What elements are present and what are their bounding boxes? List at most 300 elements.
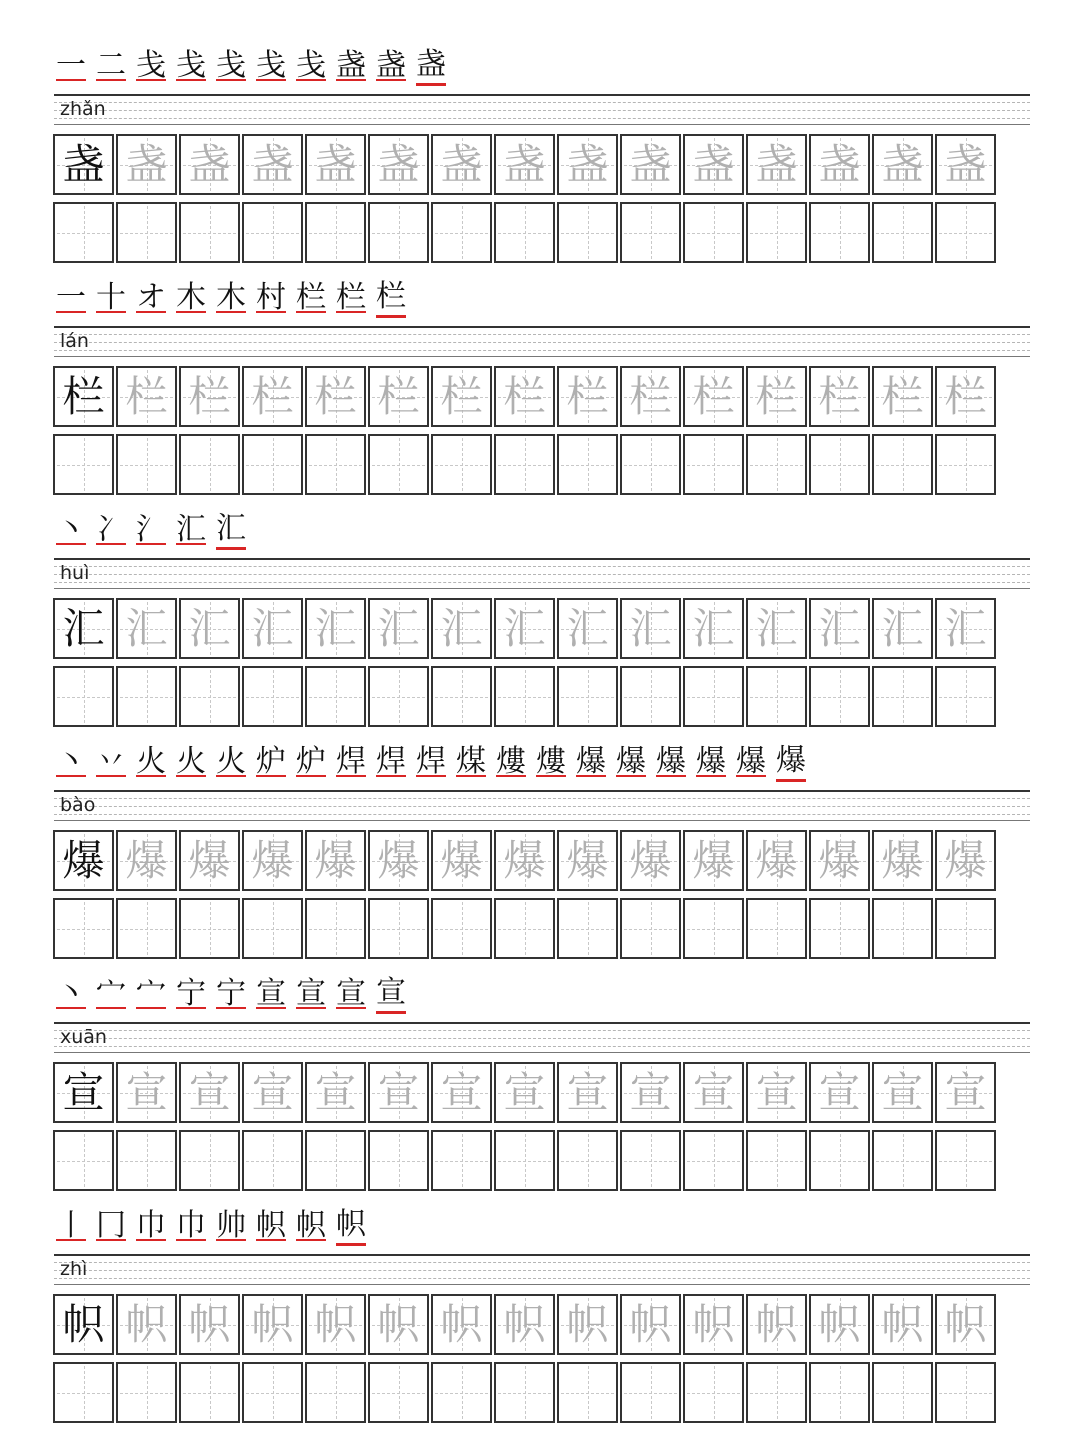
model-cell[interactable] bbox=[53, 1062, 114, 1123]
stroke-order bbox=[56, 276, 416, 320]
trace-cell[interactable] bbox=[116, 134, 177, 195]
practice-cell[interactable] bbox=[179, 666, 240, 727]
stroke-step: 炉 bbox=[296, 744, 326, 779]
trace-cell[interactable] bbox=[557, 1062, 618, 1123]
trace-cell[interactable] bbox=[305, 830, 366, 891]
trace-cell[interactable] bbox=[494, 134, 555, 195]
trace-cell[interactable] bbox=[116, 1294, 177, 1355]
model-cell[interactable] bbox=[53, 598, 114, 659]
practice-cell[interactable] bbox=[557, 1130, 618, 1191]
trace-cell[interactable] bbox=[809, 1294, 870, 1355]
trace-character: 汇 bbox=[125, 603, 168, 653]
trace-cell[interactable] bbox=[179, 598, 240, 659]
practice-cell[interactable] bbox=[620, 1362, 681, 1423]
model-cell[interactable] bbox=[53, 1294, 114, 1355]
practice-cell[interactable] bbox=[494, 202, 555, 263]
trace-cell[interactable] bbox=[368, 134, 429, 195]
practice-cell[interactable] bbox=[305, 898, 366, 959]
trace-cell[interactable] bbox=[305, 1062, 366, 1123]
practice-cell[interactable] bbox=[242, 1362, 303, 1423]
trace-row bbox=[53, 598, 998, 659]
character-section bbox=[0, 972, 1080, 1204]
practice-cell[interactable] bbox=[935, 666, 996, 727]
trace-cell[interactable] bbox=[368, 830, 429, 891]
practice-cell[interactable] bbox=[179, 434, 240, 495]
trace-character: 帜 bbox=[944, 1299, 987, 1349]
practice-cell[interactable] bbox=[809, 1130, 870, 1191]
trace-cell[interactable] bbox=[620, 1062, 681, 1123]
trace-cell[interactable] bbox=[746, 1062, 807, 1123]
trace-cell[interactable] bbox=[557, 134, 618, 195]
practice-cell[interactable] bbox=[746, 898, 807, 959]
practice-cell[interactable] bbox=[872, 202, 933, 263]
practice-cell[interactable] bbox=[431, 898, 492, 959]
stroke-step: 炉 bbox=[256, 744, 286, 779]
practice-row bbox=[53, 1130, 998, 1191]
trace-character: 栏 bbox=[503, 371, 546, 421]
trace-cell[interactable] bbox=[242, 134, 303, 195]
trace-character: 宣 bbox=[503, 1067, 546, 1117]
practice-cell[interactable] bbox=[368, 1362, 429, 1423]
trace-character: 栏 bbox=[944, 371, 987, 421]
trace-cell[interactable] bbox=[116, 830, 177, 891]
trace-cell[interactable] bbox=[179, 1294, 240, 1355]
trace-cell[interactable] bbox=[242, 366, 303, 427]
pinyin-guide-line bbox=[54, 566, 1030, 567]
trace-character: 宣 bbox=[125, 1067, 168, 1117]
practice-cell[interactable] bbox=[557, 434, 618, 495]
practice-cell[interactable] bbox=[431, 202, 492, 263]
pinyin-top-rule bbox=[54, 558, 1030, 560]
trace-character: 汇 bbox=[944, 603, 987, 653]
trace-character: 栏 bbox=[692, 371, 735, 421]
pinyin-guide-line bbox=[54, 350, 1030, 351]
practice-cell[interactable] bbox=[179, 1362, 240, 1423]
trace-cell[interactable] bbox=[557, 1294, 618, 1355]
trace-cell[interactable] bbox=[746, 598, 807, 659]
practice-cell[interactable] bbox=[242, 1130, 303, 1191]
trace-character: 盏 bbox=[566, 139, 609, 189]
trace-character: 帜 bbox=[377, 1299, 420, 1349]
practice-cell[interactable] bbox=[53, 1362, 114, 1423]
practice-cell[interactable] bbox=[872, 898, 933, 959]
trace-cell[interactable] bbox=[683, 134, 744, 195]
practice-cell[interactable] bbox=[368, 1130, 429, 1191]
practice-cell[interactable] bbox=[242, 434, 303, 495]
trace-cell[interactable] bbox=[809, 134, 870, 195]
practice-cell[interactable] bbox=[620, 434, 681, 495]
trace-cell[interactable] bbox=[494, 366, 555, 427]
practice-cell[interactable] bbox=[431, 434, 492, 495]
trace-character: 栏 bbox=[881, 371, 924, 421]
stroke-step: 汇 bbox=[216, 511, 246, 550]
pinyin-guide-line bbox=[54, 334, 1030, 335]
trace-cell[interactable] bbox=[305, 598, 366, 659]
stroke-step: 爆 bbox=[776, 743, 806, 782]
practice-cell[interactable] bbox=[53, 666, 114, 727]
trace-character: 帜 bbox=[755, 1299, 798, 1349]
stroke-step: 帜 bbox=[336, 1207, 366, 1246]
trace-cell[interactable] bbox=[935, 830, 996, 891]
stroke-order bbox=[56, 508, 256, 552]
practice-cell[interactable] bbox=[683, 898, 744, 959]
trace-cell[interactable] bbox=[305, 366, 366, 427]
practice-cell[interactable] bbox=[935, 202, 996, 263]
trace-cell[interactable] bbox=[368, 1062, 429, 1123]
stroke-step: 盏 bbox=[336, 48, 366, 83]
practice-cell[interactable] bbox=[494, 1362, 555, 1423]
pinyin-top-rule bbox=[54, 1254, 1030, 1256]
trace-character: 爆 bbox=[629, 835, 672, 885]
pinyin-top-rule bbox=[54, 326, 1030, 328]
trace-cell[interactable] bbox=[557, 366, 618, 427]
practice-cell[interactable] bbox=[935, 1362, 996, 1423]
trace-character: 爆 bbox=[566, 835, 609, 885]
trace-character: 宣 bbox=[314, 1067, 357, 1117]
trace-character: 盏 bbox=[314, 139, 357, 189]
practice-cell[interactable] bbox=[683, 1362, 744, 1423]
pinyin-guide-line bbox=[54, 1278, 1030, 1279]
pinyin-guide-line bbox=[54, 806, 1030, 807]
character-section bbox=[0, 508, 1080, 740]
practice-cell[interactable] bbox=[53, 1130, 114, 1191]
trace-cell[interactable] bbox=[179, 830, 240, 891]
practice-cell[interactable] bbox=[872, 666, 933, 727]
practice-cell[interactable] bbox=[809, 202, 870, 263]
stroke-step: 丨 bbox=[56, 1208, 86, 1243]
trace-character: 汇 bbox=[755, 603, 798, 653]
trace-cell[interactable] bbox=[620, 830, 681, 891]
stroke-step: 焊 bbox=[416, 744, 446, 779]
practice-cell[interactable] bbox=[683, 202, 744, 263]
trace-cell[interactable] bbox=[116, 598, 177, 659]
stroke-order bbox=[56, 1204, 376, 1248]
model-cell[interactable] bbox=[53, 134, 114, 195]
pinyin-guide-line bbox=[54, 1038, 1030, 1039]
practice-cell[interactable] bbox=[557, 1362, 618, 1423]
trace-character: 爆 bbox=[440, 835, 483, 885]
trace-character: 栏 bbox=[314, 371, 357, 421]
trace-cell[interactable] bbox=[935, 1294, 996, 1355]
practice-cell[interactable] bbox=[53, 202, 114, 263]
trace-cell[interactable] bbox=[746, 1294, 807, 1355]
trace-character: 盏 bbox=[440, 139, 483, 189]
stroke-step: 煤 bbox=[456, 744, 486, 779]
stroke-step: 帜 bbox=[296, 1208, 326, 1243]
model-character: 帜 bbox=[62, 1299, 105, 1349]
trace-cell[interactable] bbox=[746, 830, 807, 891]
pinyin-top-rule bbox=[54, 94, 1030, 96]
trace-character: 盏 bbox=[629, 139, 672, 189]
trace-character: 盏 bbox=[377, 139, 420, 189]
trace-cell[interactable] bbox=[872, 1294, 933, 1355]
practice-cell[interactable] bbox=[242, 898, 303, 959]
practice-cell[interactable] bbox=[116, 434, 177, 495]
pinyin-guide-line bbox=[54, 574, 1030, 575]
practice-cell[interactable] bbox=[116, 1130, 177, 1191]
trace-cell[interactable] bbox=[242, 1294, 303, 1355]
practice-cell[interactable] bbox=[116, 202, 177, 263]
trace-cell[interactable] bbox=[242, 1062, 303, 1123]
trace-cell[interactable] bbox=[683, 366, 744, 427]
trace-character: 盏 bbox=[755, 139, 798, 189]
practice-row bbox=[53, 1362, 998, 1423]
practice-cell[interactable] bbox=[116, 1362, 177, 1423]
practice-cell[interactable] bbox=[116, 898, 177, 959]
trace-cell[interactable] bbox=[494, 1294, 555, 1355]
character-section bbox=[0, 1204, 1080, 1436]
trace-cell[interactable] bbox=[431, 134, 492, 195]
trace-cell[interactable] bbox=[242, 830, 303, 891]
trace-character: 栏 bbox=[251, 371, 294, 421]
pinyin-guide-line bbox=[54, 1262, 1030, 1263]
trace-cell[interactable] bbox=[620, 366, 681, 427]
trace-character: 栏 bbox=[377, 371, 420, 421]
practice-cell[interactable] bbox=[683, 666, 744, 727]
stroke-step: 汇 bbox=[176, 512, 206, 547]
practice-cell[interactable] bbox=[746, 666, 807, 727]
pinyin-label: lán bbox=[60, 330, 89, 352]
trace-cell[interactable] bbox=[431, 830, 492, 891]
stroke-step: 宁 bbox=[216, 976, 246, 1011]
stroke-step: 丶 bbox=[56, 976, 86, 1011]
trace-cell[interactable] bbox=[305, 1294, 366, 1355]
trace-cell[interactable] bbox=[431, 598, 492, 659]
practice-cell[interactable] bbox=[872, 1130, 933, 1191]
trace-cell[interactable] bbox=[809, 830, 870, 891]
trace-cell[interactable] bbox=[368, 366, 429, 427]
stroke-step: 爆 bbox=[696, 744, 726, 779]
trace-cell[interactable] bbox=[116, 1062, 177, 1123]
practice-cell[interactable] bbox=[494, 898, 555, 959]
practice-cell[interactable] bbox=[557, 666, 618, 727]
pinyin-guide-line bbox=[54, 102, 1030, 103]
practice-cell[interactable] bbox=[179, 202, 240, 263]
trace-character: 汇 bbox=[692, 603, 735, 653]
trace-cell[interactable] bbox=[809, 598, 870, 659]
trace-cell[interactable] bbox=[935, 366, 996, 427]
practice-cell[interactable] bbox=[431, 1362, 492, 1423]
trace-character: 爆 bbox=[944, 835, 987, 885]
trace-cell[interactable] bbox=[872, 366, 933, 427]
practice-cell[interactable] bbox=[179, 898, 240, 959]
trace-cell[interactable] bbox=[179, 134, 240, 195]
practice-cell[interactable] bbox=[431, 666, 492, 727]
practice-cell[interactable] bbox=[746, 1362, 807, 1423]
practice-cell[interactable] bbox=[494, 666, 555, 727]
trace-character: 帜 bbox=[881, 1299, 924, 1349]
stroke-step: 宁 bbox=[176, 976, 206, 1011]
trace-character: 帜 bbox=[251, 1299, 294, 1349]
trace-cell[interactable] bbox=[620, 1294, 681, 1355]
practice-cell[interactable] bbox=[935, 1130, 996, 1191]
trace-character: 栏 bbox=[629, 371, 672, 421]
practice-cell[interactable] bbox=[809, 1362, 870, 1423]
stroke-step: 一 bbox=[56, 280, 86, 315]
trace-character: 爆 bbox=[251, 835, 294, 885]
trace-character: 盏 bbox=[188, 139, 231, 189]
practice-cell[interactable] bbox=[494, 1130, 555, 1191]
trace-cell[interactable] bbox=[872, 598, 933, 659]
practice-cell[interactable] bbox=[53, 898, 114, 959]
practice-cell[interactable] bbox=[746, 202, 807, 263]
practice-cell[interactable] bbox=[935, 898, 996, 959]
practice-cell[interactable] bbox=[305, 1130, 366, 1191]
trace-cell[interactable] bbox=[431, 1294, 492, 1355]
trace-character: 爆 bbox=[314, 835, 357, 885]
stroke-step: 焊 bbox=[336, 744, 366, 779]
trace-cell[interactable] bbox=[683, 598, 744, 659]
practice-cell[interactable] bbox=[809, 666, 870, 727]
practice-cell[interactable] bbox=[872, 434, 933, 495]
stroke-step: 栏 bbox=[376, 279, 406, 318]
trace-cell[interactable] bbox=[683, 830, 744, 891]
trace-cell[interactable] bbox=[368, 598, 429, 659]
stroke-step: 木 bbox=[216, 280, 246, 315]
model-cell[interactable] bbox=[53, 830, 114, 891]
stroke-step: 栏 bbox=[296, 280, 326, 315]
trace-character: 汇 bbox=[314, 603, 357, 653]
pinyin-guide-line bbox=[54, 342, 1030, 343]
trace-cell[interactable] bbox=[620, 134, 681, 195]
model-cell[interactable] bbox=[53, 366, 114, 427]
trace-cell[interactable] bbox=[746, 134, 807, 195]
trace-cell[interactable] bbox=[809, 1062, 870, 1123]
practice-cell[interactable] bbox=[305, 1362, 366, 1423]
practice-cell[interactable] bbox=[494, 434, 555, 495]
stroke-step: 木 bbox=[176, 280, 206, 315]
trace-character: 帜 bbox=[125, 1299, 168, 1349]
trace-character: 爆 bbox=[377, 835, 420, 885]
stroke-step: 十 bbox=[96, 280, 126, 315]
practice-row bbox=[53, 434, 998, 495]
trace-cell[interactable] bbox=[872, 134, 933, 195]
stroke-step: 熡 bbox=[496, 744, 526, 779]
practice-cell[interactable] bbox=[53, 434, 114, 495]
trace-cell[interactable] bbox=[305, 134, 366, 195]
practice-cell[interactable] bbox=[305, 666, 366, 727]
pinyin-guide-line bbox=[54, 798, 1030, 799]
pinyin-top-rule bbox=[54, 1022, 1030, 1024]
practice-cell[interactable] bbox=[557, 898, 618, 959]
trace-cell[interactable] bbox=[683, 1294, 744, 1355]
trace-character: 宣 bbox=[818, 1067, 861, 1117]
pinyin-label: xuān bbox=[60, 1026, 107, 1048]
trace-cell[interactable] bbox=[494, 598, 555, 659]
stroke-step: 戋 bbox=[136, 48, 166, 83]
trace-character: 宣 bbox=[440, 1067, 483, 1117]
trace-character: 宣 bbox=[692, 1067, 735, 1117]
pinyin-baseline bbox=[54, 1052, 1030, 1053]
practice-cell[interactable] bbox=[368, 202, 429, 263]
practice-cell[interactable] bbox=[620, 202, 681, 263]
practice-cell[interactable] bbox=[116, 666, 177, 727]
trace-cell[interactable] bbox=[935, 598, 996, 659]
trace-cell[interactable] bbox=[368, 1294, 429, 1355]
trace-cell[interactable] bbox=[431, 366, 492, 427]
trace-cell[interactable] bbox=[935, 134, 996, 195]
trace-character: 爆 bbox=[125, 835, 168, 885]
practice-cell[interactable] bbox=[368, 434, 429, 495]
trace-cell[interactable] bbox=[809, 366, 870, 427]
practice-cell[interactable] bbox=[935, 434, 996, 495]
practice-cell[interactable] bbox=[809, 898, 870, 959]
trace-character: 栏 bbox=[188, 371, 231, 421]
trace-character: 盏 bbox=[692, 139, 735, 189]
practice-cell[interactable] bbox=[368, 898, 429, 959]
pinyin-baseline bbox=[54, 1284, 1030, 1285]
practice-cell[interactable] bbox=[431, 1130, 492, 1191]
practice-cell[interactable] bbox=[620, 898, 681, 959]
stroke-step: 二 bbox=[96, 48, 126, 83]
practice-cell[interactable] bbox=[179, 1130, 240, 1191]
stroke-step: 帅 bbox=[216, 1208, 246, 1243]
trace-cell[interactable] bbox=[179, 366, 240, 427]
trace-cell[interactable] bbox=[872, 830, 933, 891]
trace-cell[interactable] bbox=[935, 1062, 996, 1123]
practice-cell[interactable] bbox=[872, 1362, 933, 1423]
practice-cell[interactable] bbox=[305, 434, 366, 495]
stroke-step: 戋 bbox=[256, 48, 286, 83]
practice-cell[interactable] bbox=[242, 666, 303, 727]
trace-cell[interactable] bbox=[557, 598, 618, 659]
practice-cell[interactable] bbox=[746, 1130, 807, 1191]
trace-cell[interactable] bbox=[179, 1062, 240, 1123]
character-section bbox=[0, 740, 1080, 972]
trace-cell[interactable] bbox=[683, 1062, 744, 1123]
stroke-step: 冫 bbox=[96, 512, 126, 547]
trace-character: 帜 bbox=[188, 1299, 231, 1349]
trace-character: 爆 bbox=[881, 835, 924, 885]
practice-row bbox=[53, 202, 998, 263]
trace-character: 帜 bbox=[503, 1299, 546, 1349]
pinyin-guide-line bbox=[54, 1046, 1030, 1047]
practice-cell[interactable] bbox=[683, 1130, 744, 1191]
trace-character: 帜 bbox=[566, 1299, 609, 1349]
trace-row bbox=[53, 366, 998, 427]
trace-cell[interactable] bbox=[431, 1062, 492, 1123]
practice-cell[interactable] bbox=[620, 666, 681, 727]
trace-character: 汇 bbox=[251, 603, 294, 653]
practice-cell[interactable] bbox=[809, 434, 870, 495]
stroke-step: 火 bbox=[136, 744, 166, 779]
practice-cell[interactable] bbox=[557, 202, 618, 263]
trace-cell[interactable] bbox=[620, 598, 681, 659]
practice-cell[interactable] bbox=[683, 434, 744, 495]
practice-cell[interactable] bbox=[746, 434, 807, 495]
practice-cell[interactable] bbox=[620, 1130, 681, 1191]
trace-cell[interactable] bbox=[242, 598, 303, 659]
stroke-step: 宀 bbox=[96, 976, 126, 1011]
trace-cell[interactable] bbox=[494, 830, 555, 891]
trace-row bbox=[53, 1062, 998, 1123]
trace-character: 盏 bbox=[503, 139, 546, 189]
trace-row bbox=[53, 830, 998, 891]
stroke-step: 戋 bbox=[176, 48, 206, 83]
practice-cell[interactable] bbox=[368, 666, 429, 727]
trace-cell[interactable] bbox=[557, 830, 618, 891]
trace-character: 宣 bbox=[377, 1067, 420, 1117]
trace-cell[interactable] bbox=[746, 366, 807, 427]
stroke-order bbox=[56, 44, 456, 88]
practice-cell[interactable] bbox=[305, 202, 366, 263]
trace-cell[interactable] bbox=[872, 1062, 933, 1123]
trace-cell[interactable] bbox=[116, 366, 177, 427]
trace-character: 栏 bbox=[818, 371, 861, 421]
stroke-step: 盏 bbox=[416, 47, 446, 86]
practice-cell[interactable] bbox=[242, 202, 303, 263]
trace-cell[interactable] bbox=[494, 1062, 555, 1123]
